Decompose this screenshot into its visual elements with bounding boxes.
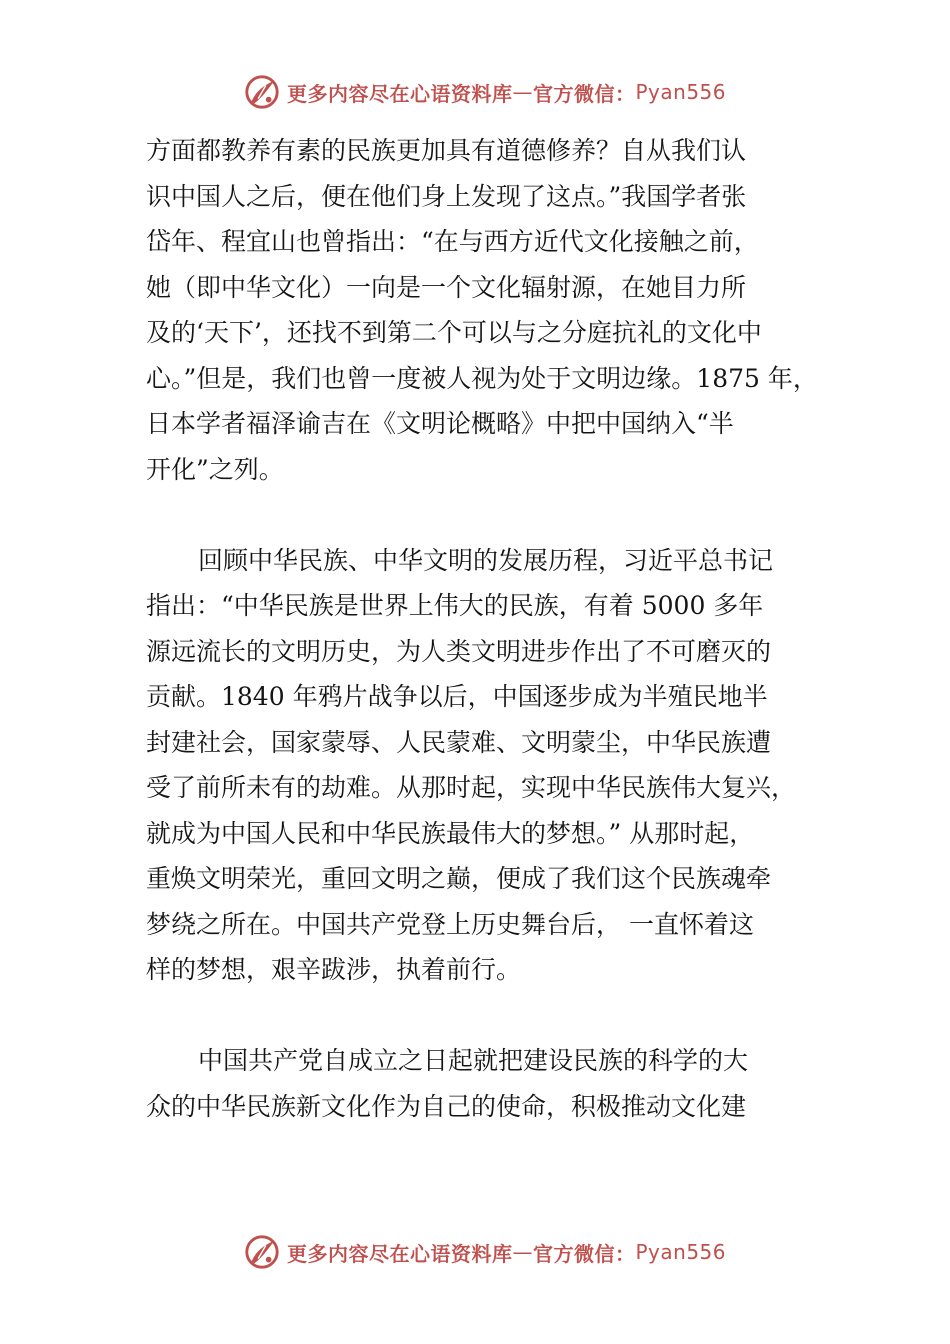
watermark-separator: — <box>512 1240 533 1264</box>
text-line: 封建社会，国家蒙辱、人民蒙难、文明蒙尘，中华民族遭 <box>146 727 772 757</box>
text-line: 岱年、程宜山也曾指出：“在与西方近代文化接触之前， <box>146 227 759 256</box>
seal-logo-icon <box>243 73 281 111</box>
watermark-main-text: 更多内容尽在心语资料库 <box>287 1241 513 1266</box>
text-line: 回顾中华民族、中华文明的发展历程，习近平总书记 <box>198 545 774 575</box>
text-line: 样的梦想，艰辛跋涉，执着前行。 <box>146 955 522 984</box>
text-line: 受了前所未有的劫难。从那时起，实现中华民族伟大复兴， <box>146 773 797 802</box>
watermark-wechat-id: Pyan556 <box>635 80 727 104</box>
text-line: 贡献。1840 年鸦片战争以后，中国逐步成为半殖民地半 <box>146 682 768 711</box>
header-watermark <box>243 70 803 114</box>
text-line: 她（即中华文化）一向是一个文化辐射源，在她目力所 <box>146 272 747 302</box>
text-line: 开化”之列。 <box>146 454 284 484</box>
paragraph-1 <box>146 128 846 492</box>
text-line: 方面都教养有素的民族更加具有道德修养？自从我们认 <box>146 136 747 165</box>
paragraph-gap <box>146 993 846 1039</box>
text-line: 心。”但是，我们也曾一度被人视为处于文明边缘。1875 年， <box>146 363 818 393</box>
seal-logo-icon <box>243 1233 281 1271</box>
watermark-separator: — <box>512 80 533 104</box>
paragraph-gap <box>146 492 846 538</box>
text-line: 及的‘天下’，还找不到第二个可以与之分庭抗礼的文化中 <box>146 318 762 347</box>
footer-watermark <box>243 1230 803 1274</box>
text-line: 众的中华民族新文化作为自己的使命，积极推动文化建 <box>146 1091 747 1121</box>
text-line: 梦绕之所在。中国共产党登上历史舞台后， 一直怀着这 <box>146 909 754 939</box>
text-line: 指出：“中华民族是世界上伟大的民族，有着 5000 多年 <box>146 591 764 620</box>
watermark-label: 官方微信： <box>533 1241 636 1266</box>
text-line: 源远流长的文明历史，为人类文明进步作出了不可磨灭的 <box>146 636 772 666</box>
watermark-label: 官方微信： <box>533 81 636 106</box>
watermark-main-text: 更多内容尽在心语资料库 <box>287 81 513 106</box>
document-body <box>146 128 846 1129</box>
watermark-wechat-id: Pyan556 <box>635 1240 727 1264</box>
paragraph-3 <box>146 1038 846 1129</box>
text-line: 识中国人之后，便在他们身上发现了这点。”我国学者张 <box>146 181 747 211</box>
text-line: 日本学者福泽谕吉在《文明论概略》中把中国纳入“半 <box>146 409 734 438</box>
text-line: 就成为中国人民和中华民族最伟大的梦想。” 从那时起， <box>146 818 755 848</box>
text-line: 中国共产党自成立之日起就把建设民族的科学的大 <box>198 1046 749 1075</box>
text-line: 重焕文明荣光，重回文明之巅，便成了我们这个民族魂牵 <box>146 864 772 893</box>
paragraph-2 <box>146 538 846 993</box>
